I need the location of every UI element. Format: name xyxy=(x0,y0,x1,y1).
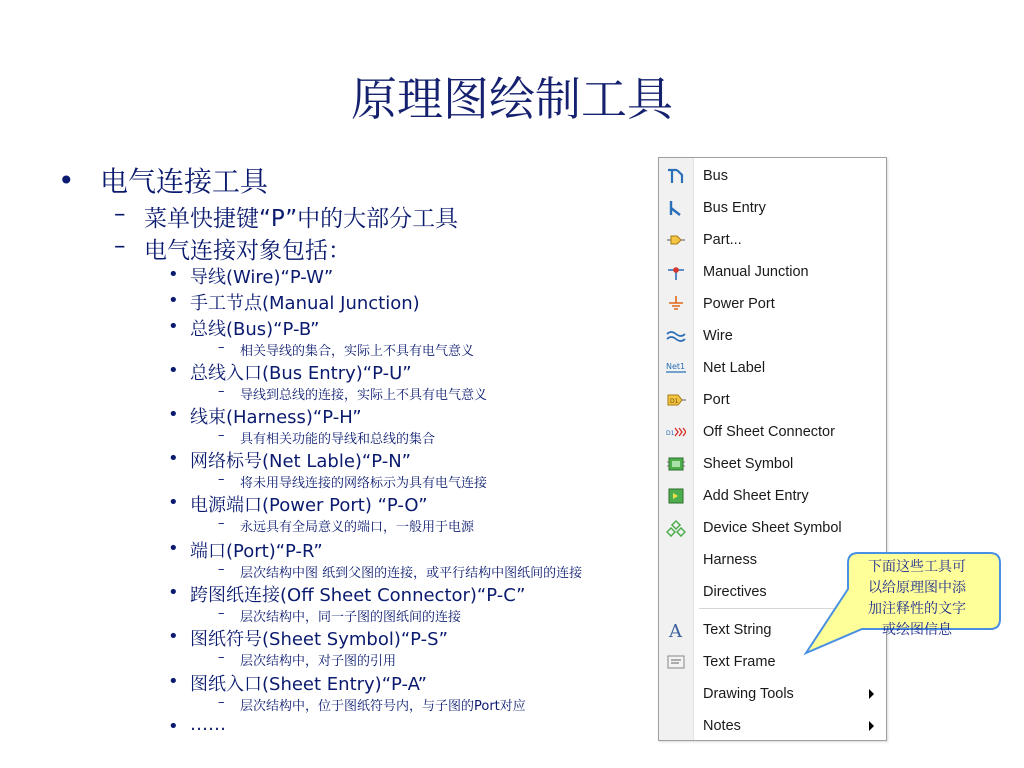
bullet-marker: • xyxy=(168,264,179,285)
bullet-sheet-entry: 图纸入口(Sheet Entry)“P-A” xyxy=(190,674,427,695)
bullet-marker: • xyxy=(168,538,179,559)
menu-item-label: Notes xyxy=(703,718,741,734)
bullet-marker: • xyxy=(168,492,179,513)
bullet-manual-junction: 手工节点(Manual Junction) xyxy=(190,293,420,314)
menu-item-label: Sheet Symbol xyxy=(703,456,794,472)
sheet-symbol-icon xyxy=(666,455,686,473)
bullet-power-port-desc: 永远具有全局意义的端口，一般用于电源 xyxy=(240,520,475,535)
menu-item-device-sheet-symbol[interactable] xyxy=(659,512,886,544)
bullet-marker: • xyxy=(168,404,179,425)
menu-item-label: Part... xyxy=(703,232,742,248)
menu-item-label: Text String xyxy=(703,622,772,638)
bullet-marker: – xyxy=(114,233,126,259)
bullet-marker: • xyxy=(168,716,179,737)
svg-text:Net1: Net1 xyxy=(666,362,686,371)
bullet-marker: – xyxy=(218,695,225,710)
power-port-icon xyxy=(666,295,686,313)
bullet-ellipsis: …… xyxy=(190,714,226,735)
bullet-marker: • xyxy=(168,626,179,647)
bullet-menu-shortcut: 菜单快捷键“P”中的大部分工具 xyxy=(144,206,459,232)
menu-item-label: Bus xyxy=(703,168,728,184)
manual-junction-icon xyxy=(666,263,686,281)
bullet-sheet-symbol: 图纸符号(Sheet Symbol)“P-S” xyxy=(190,629,448,650)
bullet-marker: – xyxy=(114,201,126,227)
bullet-port-desc: 层次结构中图 纸到父图的连接，或平行结构中图纸间的连接 xyxy=(240,566,583,581)
bus-icon xyxy=(666,167,686,185)
bullet-electrical-tools: 电气连接工具 xyxy=(100,165,269,198)
menu-item-wire[interactable] xyxy=(659,320,886,352)
off-sheet-connector-icon xyxy=(666,423,686,441)
add-sheet-entry-icon xyxy=(666,487,686,505)
bullet-net-label-desc: 将未用导线连接的网络标示为具有电气连接 xyxy=(240,476,488,491)
menu-item-notes[interactable] xyxy=(659,710,886,742)
port-icon xyxy=(666,391,686,409)
part-icon xyxy=(666,231,686,249)
menu-item-drawing-tools[interactable] xyxy=(659,678,886,710)
submenu-arrow-icon xyxy=(869,689,874,699)
callout-line: 或绘图信息 xyxy=(882,622,952,638)
slide-title: 原理图绘制工具 xyxy=(351,72,673,126)
bullet-bus-entry: 总线入口(Bus Entry)“P-U” xyxy=(190,363,412,384)
menu-item-part[interactable] xyxy=(659,224,886,256)
callout-line: 加注释性的文字 xyxy=(868,601,966,617)
bullet-marker: – xyxy=(218,562,225,577)
menu-item-net-label[interactable] xyxy=(659,352,886,384)
bullet-objects-include: 电气连接对象包括： xyxy=(144,238,351,264)
svg-text:D1: D1 xyxy=(670,398,679,405)
bullet-marker: – xyxy=(218,650,225,665)
bullet-sheet-entry-desc: 层次结构中，位于图纸符号内，与子图的Port对应 xyxy=(240,699,526,714)
bullet-sheet-symbol-desc: 层次结构中，对子图的引用 xyxy=(240,654,397,669)
bullet-marker: – xyxy=(218,516,225,531)
bullet-wire: 导线(Wire)“P-W” xyxy=(190,267,334,288)
bullet-marker: • xyxy=(168,448,179,469)
bullet-marker: • xyxy=(168,360,179,381)
menu-item-label: Port xyxy=(703,392,730,408)
bullet-power-port: 电源端口(Power Port) “P-O” xyxy=(190,495,428,516)
device-sheet-symbol-icon xyxy=(666,519,686,537)
submenu-arrow-icon xyxy=(869,721,874,731)
menu-item-manual-junction[interactable] xyxy=(659,256,886,288)
menu-item-label: Off Sheet Connector xyxy=(703,424,835,440)
menu-item-label: Bus Entry xyxy=(703,200,766,216)
bullet-marker: – xyxy=(218,606,225,621)
menu-item-label: Net Label xyxy=(703,360,766,376)
menu-item-power-port[interactable] xyxy=(659,288,886,320)
bullet-bus-entry-desc: 导线到总线的连接，实际上不具有电气意义 xyxy=(240,388,488,403)
menu-item-bus[interactable] xyxy=(659,160,886,192)
menu-item-off-sheet-connector[interactable] xyxy=(659,416,886,448)
bullet-marker: – xyxy=(218,384,225,399)
text-frame-icon xyxy=(666,653,686,671)
menu-item-label: Text Frame xyxy=(703,654,776,670)
bullet-marker: • xyxy=(168,316,179,337)
bus-entry-icon xyxy=(666,199,686,217)
menu-item-label: Wire xyxy=(703,328,733,344)
bullet-bus-desc: 相关导线的集合，实际上不具有电气意义 xyxy=(240,344,475,359)
bullet-off-sheet-connector: 跨图纸连接(Off Sheet Connector)“P-C” xyxy=(190,585,526,606)
menu-item-label: Power Port xyxy=(703,296,775,312)
menu-item-label: Manual Junction xyxy=(703,264,809,280)
menu-item-label: Harness xyxy=(703,552,757,568)
callout-text xyxy=(848,557,986,641)
menu-item-label: Directives xyxy=(703,584,767,600)
bullet-marker: • xyxy=(168,582,179,603)
svg-text:A: A xyxy=(669,621,682,639)
callout-line: 以给原理图中添 xyxy=(868,580,966,596)
menu-item-label: Add Sheet Entry xyxy=(703,488,809,504)
bullet-marker: • xyxy=(168,671,179,692)
bullet-off-sheet-connector-desc: 层次结构中，同一子图的图纸间的连接 xyxy=(240,610,462,625)
bullet-net-label: 网络标号(Net Lable)“P-N” xyxy=(190,451,411,472)
svg-text:D1: D1 xyxy=(666,430,675,437)
bullet-port: 端口(Port)“P-R” xyxy=(190,541,323,562)
bullet-harness: 线束(Harness)“P-H” xyxy=(190,407,362,428)
text-string-icon xyxy=(666,621,686,639)
bullet-marker: – xyxy=(218,428,225,443)
menu-item-bus-entry[interactable] xyxy=(659,192,886,224)
menu-item-port[interactable] xyxy=(659,384,886,416)
menu-item-sheet-symbol[interactable] xyxy=(659,448,886,480)
net-label-icon xyxy=(666,359,686,377)
callout-line: 下面这些工具可 xyxy=(868,559,966,575)
bullet-marker: • xyxy=(58,164,75,197)
bullet-harness-desc: 具有相关功能的导线和总线的集合 xyxy=(240,432,436,447)
bullet-marker: • xyxy=(168,290,179,311)
menu-item-label: Drawing Tools xyxy=(703,686,794,702)
bullet-marker: – xyxy=(218,340,225,355)
menu-item-add-sheet-entry[interactable] xyxy=(659,480,886,512)
wire-icon xyxy=(666,327,686,345)
menu-item-label: Device Sheet Symbol xyxy=(703,520,842,536)
bullet-marker: – xyxy=(218,472,225,487)
bullet-bus: 总线(Bus)“P-B” xyxy=(190,319,320,340)
